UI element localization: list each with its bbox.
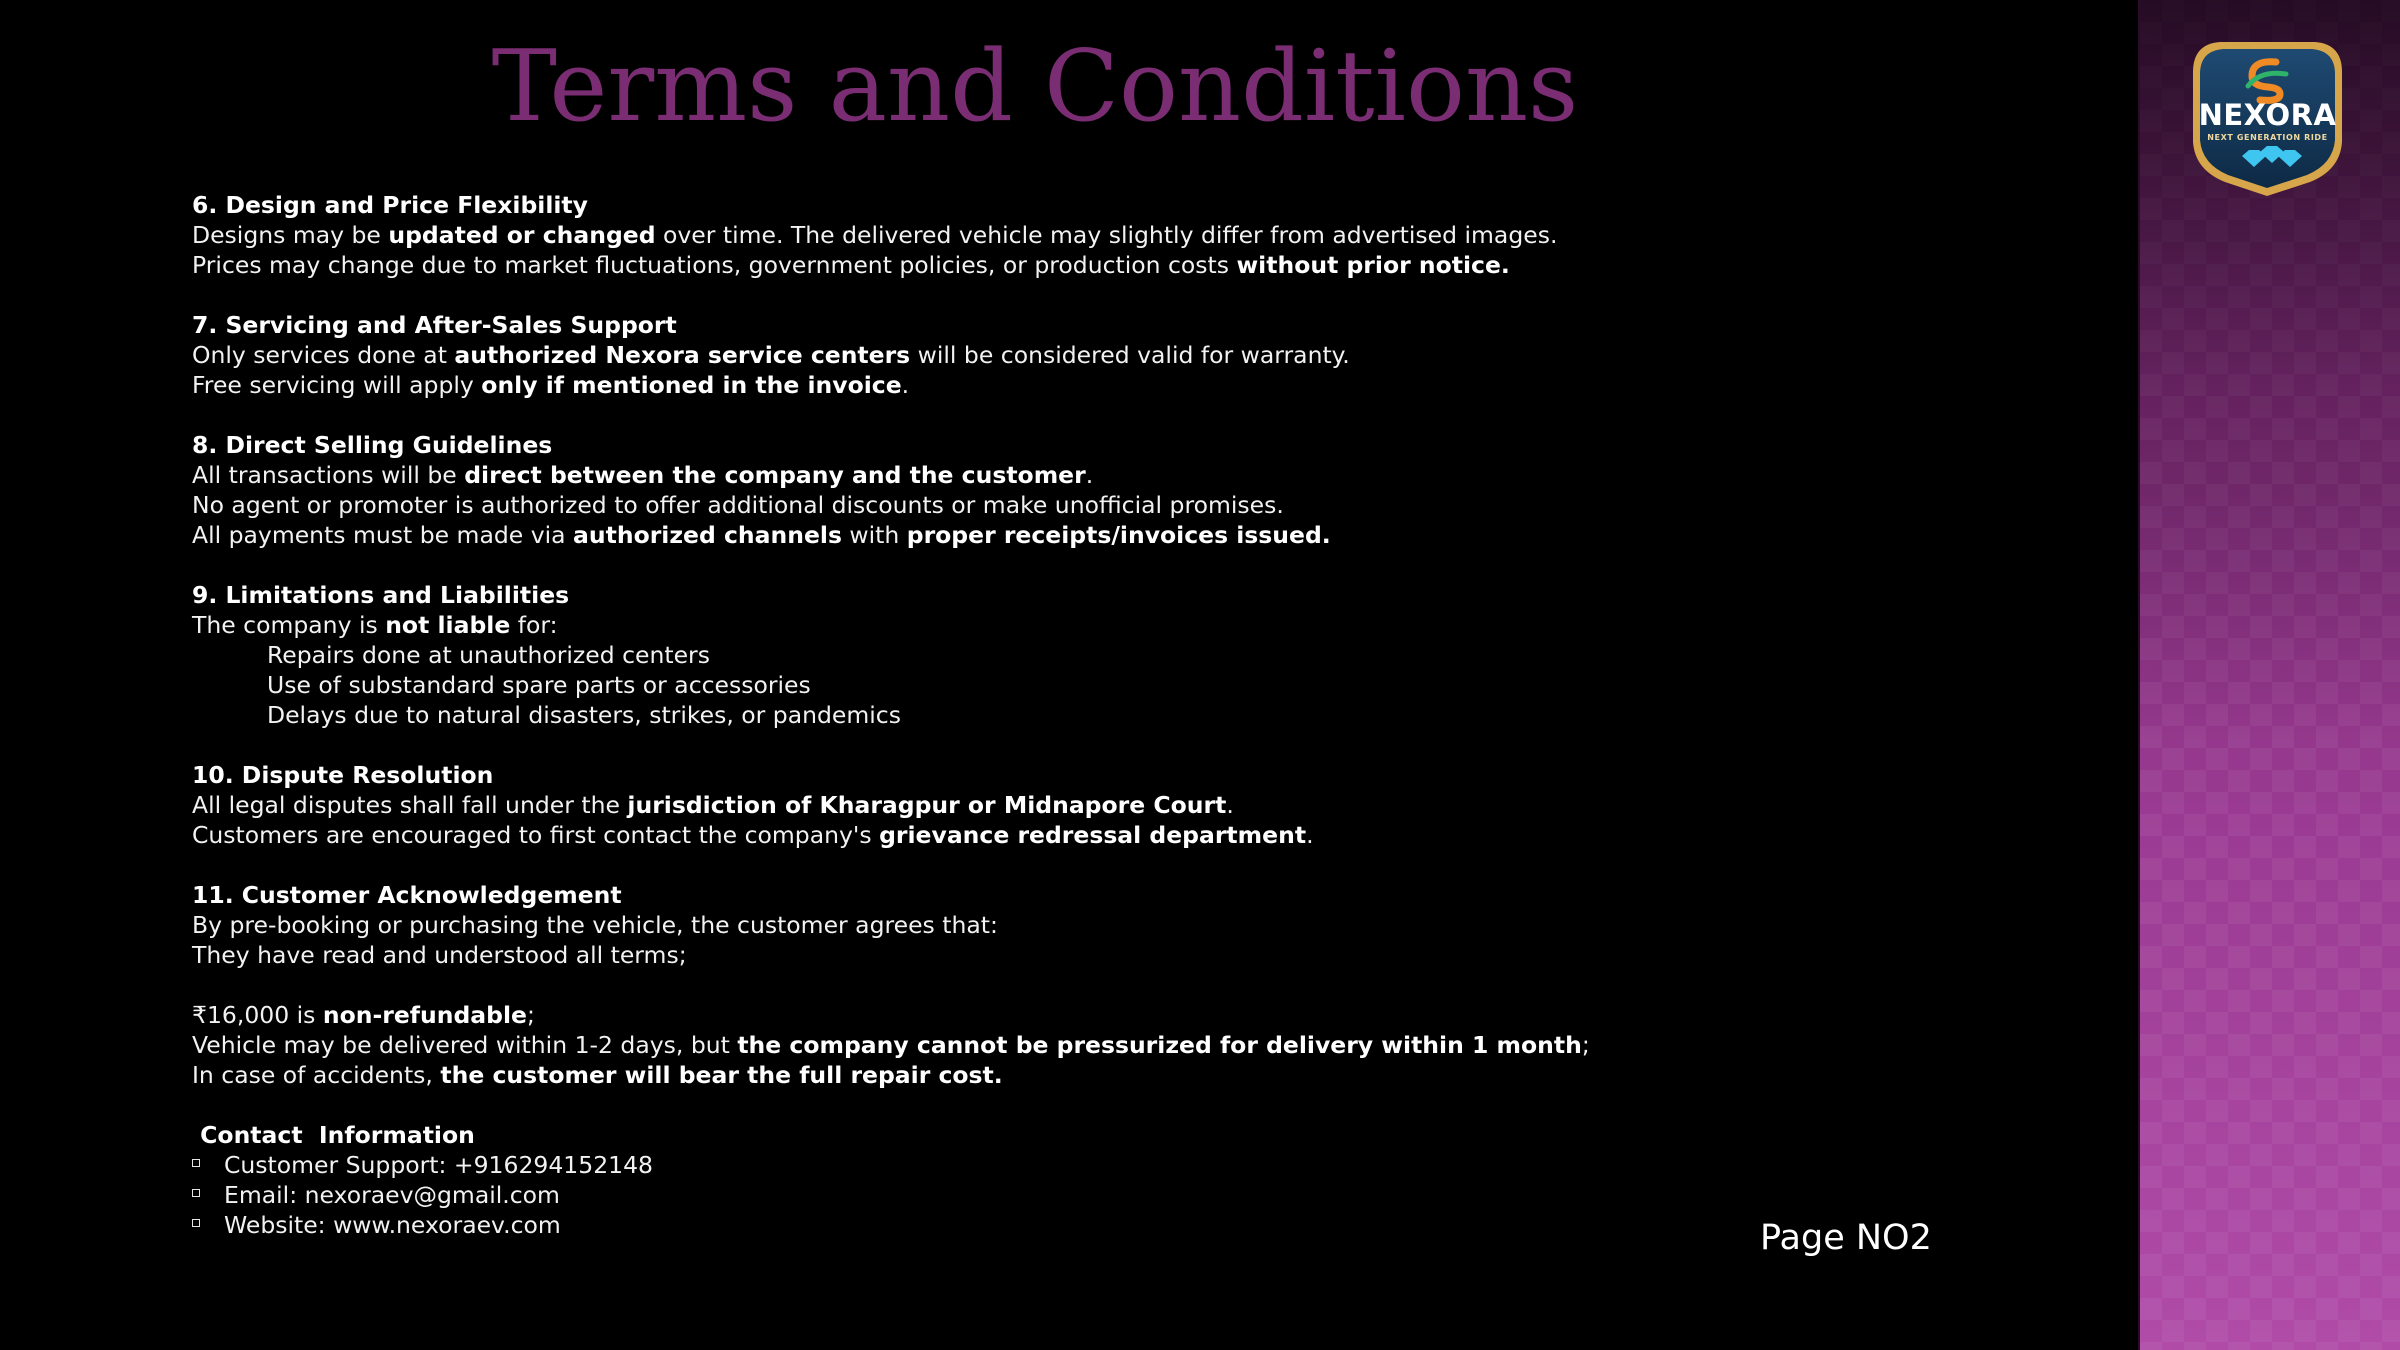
section-line: Only services done at authorized Nexora service centers will be considered valid for warranty.: [192, 341, 1350, 369]
contact-heading: Contact Information: [192, 1121, 475, 1149]
section-heading: 7. Servicing and After-Sales Support: [192, 311, 677, 339]
terms-content: [192, 190, 1692, 1240]
section-line: The company is not liable for:: [192, 611, 558, 639]
section-line: Designs may be updated or changed over time. The delivered vehicle may slightly differ from advertised images.: [192, 221, 1558, 249]
section-heading: 9. Limitations and Liabilities: [192, 581, 570, 609]
section-line: ₹16,000 is non-refundable;: [192, 1001, 535, 1029]
section-line: All payments must be made via authorized channels with proper receipts/invoices issued.: [192, 521, 1331, 549]
square-bullet-icon: [192, 1189, 200, 1197]
contact-email: Email: nexoraev@gmail.com: [192, 1180, 1692, 1210]
section-line: All legal disputes shall fall under the jurisdiction of Kharagpur or Midnapore Court.: [192, 791, 1234, 819]
section-line: They have read and understood all terms;: [192, 941, 687, 969]
liability-item: Repairs done at unauthorized centers: [267, 641, 710, 669]
page-title: Terms and Conditions: [491, 30, 1579, 144]
decorative-side-panel: [2140, 0, 2400, 1350]
section-line: In case of accidents, the customer will bear the full repair cost.: [192, 1061, 1003, 1089]
liability-item: Delays due to natural disasters, strikes, or pandemics: [267, 701, 901, 729]
section-heading: 6. Design and Price Flexibility: [192, 191, 588, 219]
section-line: Prices may change due to market fluctuations, government policies, or production costs without prior notice.: [192, 251, 1510, 279]
contact-website: Website: www.nexoraev.com: [192, 1210, 1692, 1240]
section-line: Customers are encouraged to first contact the company's grievance redressal department.: [192, 821, 1314, 849]
section-line: All transactions will be direct between the company and the customer.: [192, 461, 1094, 489]
section-heading: 8. Direct Selling Guidelines: [192, 431, 553, 459]
section-heading: 10. Dispute Resolution: [192, 761, 494, 789]
section-heading: 11. Customer Acknowledgement: [192, 881, 622, 909]
liability-item: Use of substandard spare parts or accessories: [267, 671, 811, 699]
section-line: No agent or promoter is authorized to offer additional discounts or make unofficial promises.: [192, 491, 1284, 519]
contact-support: Customer Support: +916294152148: [192, 1150, 1692, 1180]
square-bullet-icon: [192, 1159, 200, 1167]
section-line: Free servicing will apply only if mentioned in the invoice.: [192, 371, 910, 399]
section-line: By pre-booking or purchasing the vehicle, the customer agrees that:: [192, 911, 998, 939]
logo-tagline: NEXT GENERATION RIDE: [2207, 133, 2328, 142]
logo-name: NEXORA: [2198, 98, 2337, 132]
square-bullet-icon: [192, 1219, 200, 1227]
page-number: Page NO2: [1760, 1218, 1932, 1258]
section-line: Vehicle may be delivered within 1-2 days, but the company cannot be pressurized for delivery within 1 month;: [192, 1031, 1590, 1059]
